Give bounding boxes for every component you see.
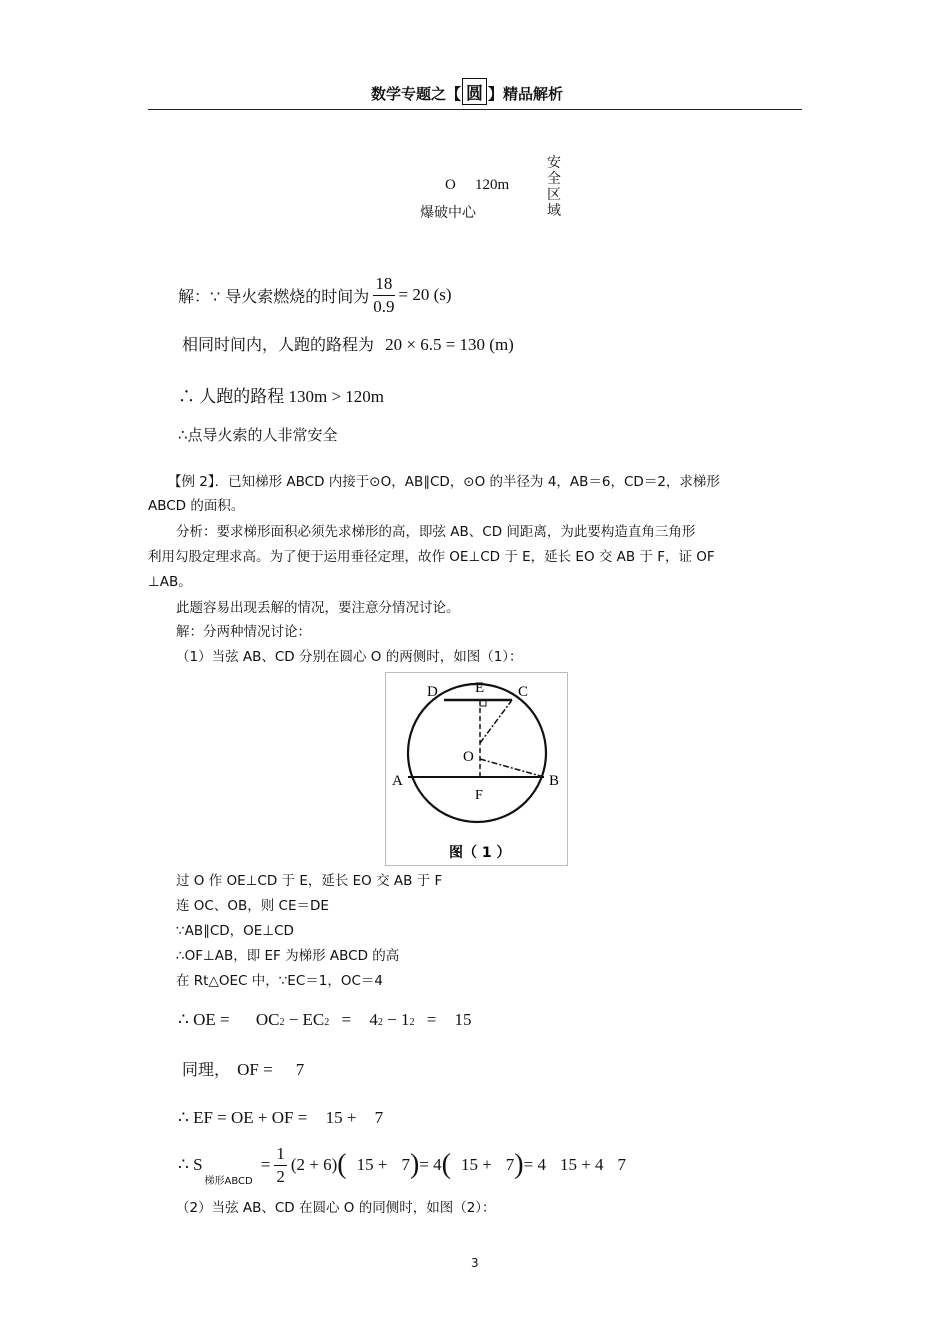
safe-zone-char-4: 域 [547,203,561,219]
example2-p1a: 【例 2】．已知梯形 ABCD 内接于⊙O，AB∥CD，⊙O 的半径为 4，AB＝6，CD＝2，求梯形 [168,474,720,490]
area-paren1: (2 + 6) [290,1155,338,1174]
oe-result: 15 [454,1010,472,1029]
oe-eq1: = [341,1010,352,1029]
oe-equation [178,1010,472,1030]
area-eq: = [260,1155,271,1174]
area-lparen2: ( [441,1149,451,1180]
area-eq3: = 4 [523,1155,546,1174]
oe-one-exp: 2 [409,1017,415,1028]
example2-p2b: 利用勾股定理求高。为了便于运用垂径定理，故作 OE⊥CD 于 E，延长 EO 交 AB 于 F，证 OF [148,549,715,565]
area-lhs: ∴ S [178,1155,203,1174]
solution1-line1 [178,270,452,320]
diagram-distance: 120m [475,177,510,193]
oe-ec-exp: 2 [324,1017,330,1028]
oe-one: − 1 [387,1010,410,1029]
solution1-line4: ∴点导火索的人非常安全 [178,426,338,444]
area-sub: 梯形ABCD [204,1175,253,1187]
step-3: ∵AB∥CD，OE⊥CD [176,923,294,939]
example2-p5: （1）当弦 AB、CD 分别在圆心 O 的两侧时，如图（1）： [176,649,523,665]
area-rparen1: ) [409,1149,420,1180]
time-fraction-numerator: 18 [373,273,394,296]
figure-1 [385,672,568,866]
label-a: A [392,773,403,789]
area-term2: 15 + [460,1155,492,1174]
page-number: 3 [471,1256,479,1270]
half-denominator: 2 [276,1166,285,1186]
oe-lhs: ∴ OE = [178,1010,230,1029]
oe-four: 4 [369,1010,378,1029]
ef-equation [178,1108,383,1128]
ef-term-a: 15 + [325,1108,357,1127]
label-b: B [549,773,560,789]
example2-p3: 此题容易出现丢解的情况，要注意分情况讨论。 [176,600,460,616]
oe-oc: OC [255,1010,280,1029]
solution1-line2-math: 20 × 6.5 = 130 (m) [385,335,514,354]
figure-1-diagram [386,673,567,865]
diagram-center-label: 爆破中心 [420,205,476,221]
label-f: F [475,788,483,803]
time-fraction [373,273,394,318]
of-equation [182,1057,304,1080]
oe-ec: − EC [288,1010,325,1029]
step-1: 过 O 作 OE⊥CD 于 E，延长 EO 交 AB 于 F [176,873,443,889]
safe-zone-char-3: 区 [547,187,561,203]
step-5: 在 Rt△OEC 中，∵EC＝1，OC＝4 [176,973,383,989]
area-equation [178,1140,626,1190]
safe-zone-char-1: 安 [547,155,561,171]
oe-oc-exp: 2 [279,1017,285,1028]
header-rule [148,109,802,110]
label-d: D [427,684,438,700]
example2-p2a: 分析：要求梯形面积必须先求梯形的高，即弦 AB、CD 间距离，为此要构造直角三角形 [176,524,696,540]
solution1-line1-suffix: = 20 (s) [398,285,452,304]
ef-lhs: ∴ EF = OE + OF = [178,1108,308,1127]
header-title-before: 数学专题之【 [371,85,462,103]
example2-p2c: ⊥AB。 [148,574,192,590]
solution1-line2-text: 相同时间内，人跑的路程为 [182,335,375,354]
label-c: C [518,684,529,700]
diagram-o-label: O [445,177,456,193]
ef-term-b: 7 [374,1108,384,1127]
label-o: O [463,749,474,765]
area-rparen2: ) [514,1149,524,1180]
header-title-box: 圆 [462,78,487,105]
time-fraction-denominator: 0.9 [373,296,395,316]
oe-eq2: = [426,1010,437,1029]
figure-1-caption: 图（ 1 ） [449,845,511,861]
example2-p1b: ABCD 的面积。 [148,498,245,514]
label-e: E [475,680,485,696]
step-4: ∴OF⊥AB，即 EF 为梯形 ABCD 的高 [176,948,400,964]
of-math: OF = [237,1060,273,1079]
area-term1b: 7 [401,1155,410,1174]
diagram-safe-zone [547,155,561,219]
area-term3b: 7 [617,1155,627,1174]
solution1-line2 [182,332,514,355]
area-term1: 15 + [356,1155,388,1174]
example2-p4: 解：分两种情况讨论： [176,624,311,640]
half-fraction [274,1143,287,1188]
case2-text: （2）当弦 AB、CD 在圆心 O 的同侧时，如图（2）： [176,1200,496,1216]
area-lparen1: ( [337,1149,347,1180]
area-term3: 15 + 4 [559,1155,604,1174]
oe-four-exp: 2 [377,1017,383,1028]
step-2: 连 OC、OB，则 CE＝DE [176,898,329,914]
area-term2b: 7 [505,1155,515,1174]
of-value: 7 [295,1060,305,1079]
segment-ob [480,759,544,777]
solution1-line1-prefix: 解：∵ 导火索燃烧的时间为 [178,286,370,306]
header-title-after: 】精品解析 [488,85,564,103]
half-numerator: 1 [274,1143,287,1166]
safe-zone-char-2: 全 [547,171,561,187]
area-eq2: = 4 [419,1155,442,1174]
solution1-line3: ∴ 人跑的路程 130m > 120m [178,387,385,406]
page-header [371,78,563,105]
of-label: 同理， [182,1060,231,1079]
